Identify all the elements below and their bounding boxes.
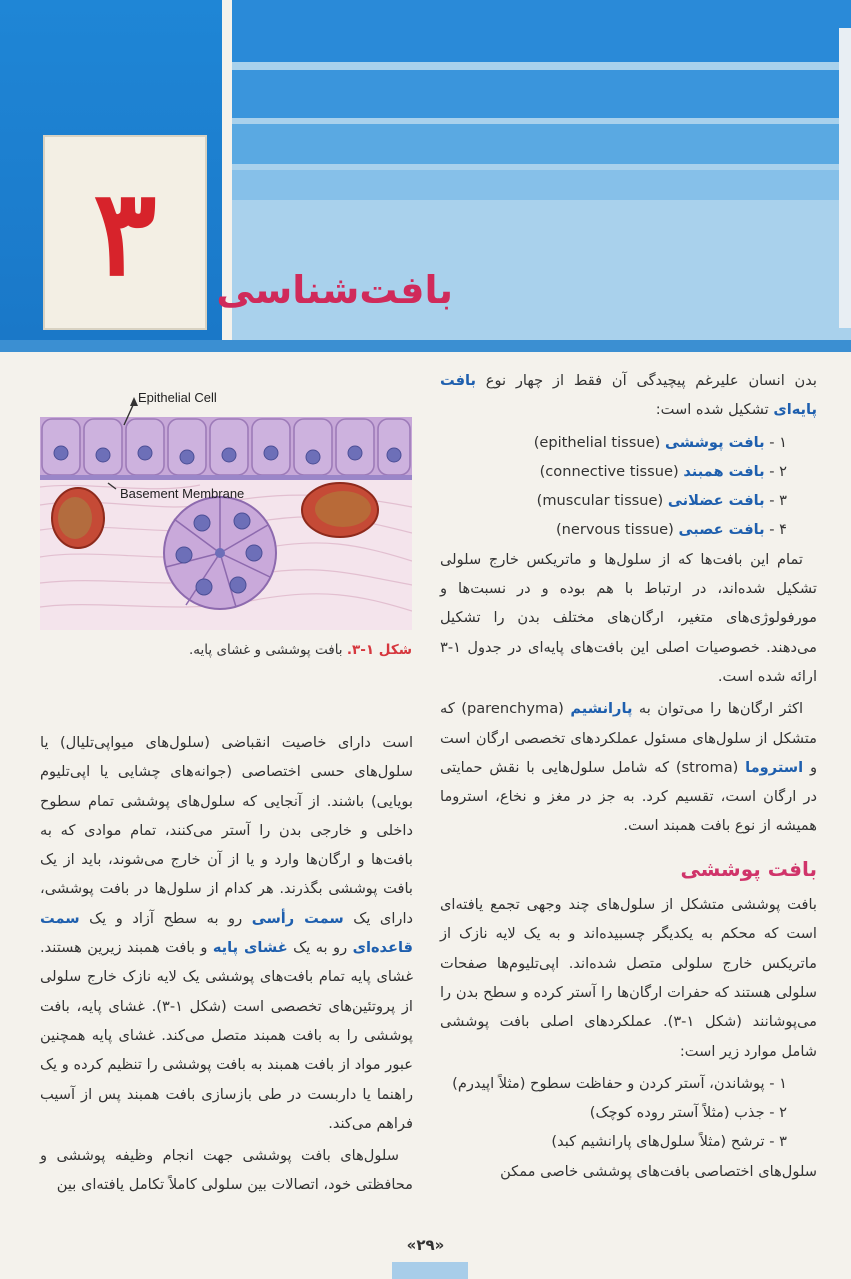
- figure-caption-text: بافت پوششی و غشای پایه.: [189, 642, 347, 658]
- list-item: ۱ - بافت پوششی (epithelial tissue): [533, 433, 787, 451]
- highlight-term: پارانشیم: [570, 700, 633, 718]
- highlight-term: غشای پایه: [212, 939, 288, 957]
- header-stripe: [232, 0, 851, 62]
- paragraph: اکثر ارگان‌ها را می‌توان به پارانشیم (parenchyma) که متشکل از سلول‌های مسئول عملکردهای تخصصی ارگان است و استروما (stroma) که شامل سلول‌هایی با نقش حمایتی در ارگان است، تقسیم کرد. به جز در مغز و نخاع، استروما همیشه از نوع بافت همبند است.: [440, 700, 817, 835]
- chapter-title: بافت‌شناسی: [216, 268, 453, 312]
- list-item: ۲ - جذب (مثلاً آستر روده کوچک): [589, 1104, 787, 1122]
- header-stripe: [232, 124, 851, 164]
- intro-paragraph: بدن انسان علیرغم پیچیدگی آن فقط از چهار نوع بافت پایه‌ای تشکیل شده است:: [440, 372, 817, 419]
- epithelial-cells: [40, 417, 412, 475]
- list-item: ۴ - بافت عصبی (nervous tissue): [555, 521, 787, 539]
- right-column: [440, 366, 817, 1189]
- gland-acinus: [164, 497, 276, 609]
- list-item: ۱ - پوشاندن، آستر کردن و حفاظت سطوح (مثلاً اپیدرم): [452, 1074, 787, 1092]
- paragraph: سلول‌های اختصاصی بافت‌های پوششی خاصی ممکن: [500, 1162, 817, 1180]
- paragraph: سلول‌های بافت پوششی جهت انجام وظیفه پوششی و محافظتی خود، اتصالات بین سلولی کاملاً تکامل یافته‌ای بین: [40, 1147, 413, 1194]
- highlight-term: استروما: [745, 758, 804, 776]
- basement-membrane-label: Basement Membrane: [120, 486, 245, 501]
- highlight-term: بافت پایه‌ای: [440, 372, 817, 419]
- left-column: [40, 728, 413, 1203]
- page-side-tab: [839, 28, 851, 328]
- header-stripe: [232, 170, 851, 200]
- page-number: «۲۹»: [406, 1236, 445, 1254]
- figure-caption-label: شکل ۱-۳.: [346, 642, 412, 658]
- epithelial-cell-label: Epithelial Cell: [138, 390, 217, 405]
- list-item: ۳ - بافت عضلانی (muscular tissue): [536, 492, 787, 510]
- paragraph: است دارای خاصیت انقباضی (سلول‌های میواپی‌تلیال) یا سلول‌های حسی اختصاصی (جوانه‌های چشایی یا اپی‌تلیوم بویایی) باشند. از آنجایی که سلول‌های پوششی تمام سطوح داخلی و خارجی بدن را آستر می‌کنند، تمام موادی که به بافت‌ها و ارگان‌ها وارد و یا از آن خارج می‌شوند، باید از یک بافت پوششی بگذرند. هر کدام از سلول‌ها در بافت پوششی، دارای یک سمت رأسی رو به سطح آزاد و یک سمت قاعده‌ای رو به یک غشای پایه و بافت همبند زیرین هستند. غشای پایه تمام بافت‌های پوششی یک لایه نازک خارج سلولی از پروتئین‌های تخصصی است (شکل ۱-۳). غشای پایه، بافت پوششی را به بافت همبند متصل می‌کند. غشای پایه همچنین عبور مواد از بافت همبند به بافت پوششی را تنظیم کرده و یک راهنما یا داربست در طی بازسازی بافت همبند پس از آسیب فراهم می‌کند.: [40, 734, 414, 1132]
- chapter-number-box: [43, 135, 207, 330]
- footer-bar: [392, 1262, 468, 1279]
- epithelium-figure: [40, 385, 412, 630]
- function-list: [440, 1069, 817, 1157]
- highlight-term: سمت رأسی: [251, 909, 344, 927]
- chapter-number: ۳: [93, 162, 157, 302]
- highlight-term: سمت قاعده‌ای: [40, 909, 413, 957]
- basement-membrane: [40, 475, 412, 480]
- paragraph: بافت پوششی متشکل از سلول‌های چند وجهی تجمع یافته‌ای است که محکم به یکدیگر چسبیده‌اند و به یک لایه نازک از ماتریکس خارج سلولی متصل شده‌اند. اپی‌تلیوم‌ها صفحات سلولی هستند که حفرات ارگان‌ها را آستر کرده و سطح بدن را می‌پوشانند (شکل ۱-۳). عملکردهای اصلی بافت پوششی شامل موارد زیر است:: [440, 896, 817, 1060]
- list-item: ۳ - ترشح (مثلاً سلول‌های پارانشیم کبد): [551, 1133, 787, 1151]
- header-bottom-bar: [0, 340, 851, 352]
- section-title: بافت پوششی: [680, 856, 817, 881]
- figure-caption: [40, 642, 412, 658]
- header-stripe: [232, 70, 851, 118]
- tissue-list: [440, 428, 817, 545]
- paragraph: تمام این بافت‌ها که از سلول‌ها و ماتریکس خارج سلولی تشکیل شده‌اند، در ارتباط با هم بوده و در نسبت‌ها و مورفولوژی‌های متغیر، ارگان‌های مختلف بدن را تشکیل می‌دهند. خصوصیات اصلی این بافت‌های پایه‌ای در جدول ۱-۳ ارائه شده است.: [440, 550, 817, 685]
- list-item: ۲ - بافت همبند (connective tissue): [539, 462, 787, 480]
